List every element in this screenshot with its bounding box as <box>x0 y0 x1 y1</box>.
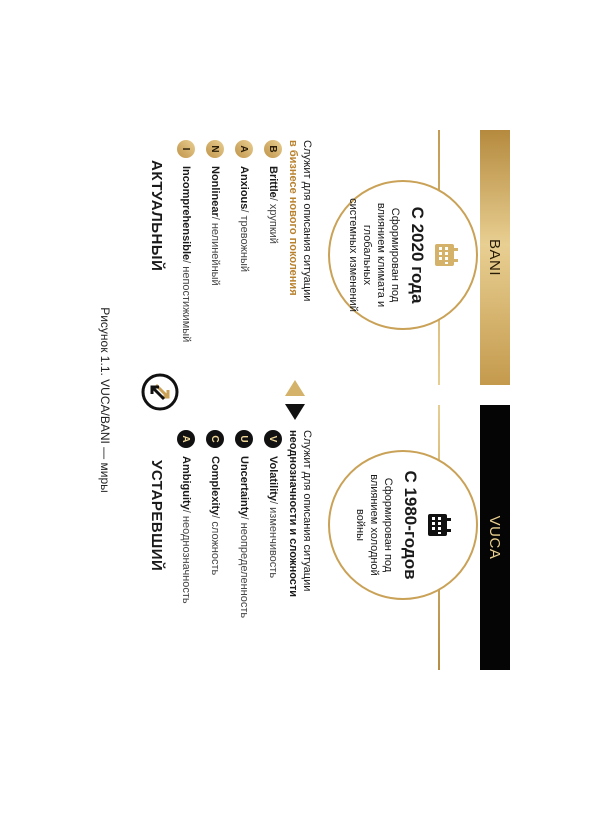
translation: / нелинейный <box>209 216 221 286</box>
term: Incomprehensible <box>180 166 192 261</box>
list-item <box>233 140 255 390</box>
term: Ambiguity <box>180 456 192 510</box>
letter-badge: B <box>264 140 282 158</box>
calendar-icon <box>434 242 460 268</box>
translation: / неоднозначность <box>180 509 192 604</box>
vuca-status: УСТАРЕВШИЙ <box>148 460 165 572</box>
term: Uncertainty <box>238 456 250 517</box>
list-item <box>175 430 197 680</box>
bani-year: С 2020 года <box>408 206 428 304</box>
vuca-year: С 1980-годов <box>401 470 421 580</box>
diagram-canvas <box>80 130 510 690</box>
list-item <box>262 430 284 680</box>
term: Nonlinear <box>209 166 221 217</box>
translation: / неопределенность <box>238 516 250 619</box>
letter-badge: A <box>177 430 195 448</box>
term: Volatility <box>267 456 279 502</box>
arrow-triangle-icon <box>285 380 305 396</box>
letter-badge: V <box>264 430 282 448</box>
list-item <box>233 430 255 680</box>
bani-status: АКТУАЛЬНЫЙ <box>148 160 165 272</box>
translation: / непостижимый <box>180 260 192 343</box>
vuca-list <box>168 430 284 680</box>
term: Complexity <box>209 456 221 516</box>
bani-desc-accent: в бизнесе нового поколения <box>287 140 299 296</box>
arrow-triangle-icon <box>285 404 305 420</box>
list-item <box>175 140 197 390</box>
vuca-description <box>286 430 314 660</box>
list-item <box>204 140 226 390</box>
calendar-icon <box>427 512 453 538</box>
term: Brittle <box>267 166 279 198</box>
list-item <box>262 140 284 390</box>
vuca-circle <box>328 450 478 600</box>
bani-formed-text: Сформирован под влиянием климата и глобальных системных изменений <box>347 198 402 312</box>
letter-badge: U <box>235 430 253 448</box>
vuca-formed-text: Сформирован под влиянием холодной войны <box>354 474 395 576</box>
letter-badge: C <box>206 430 224 448</box>
letter-badge: A <box>235 140 253 158</box>
translation: / сложность <box>209 515 221 576</box>
vuca-desc-line: Служит для описания ситуации <box>301 430 313 592</box>
bani-desc-line: Служит для описания ситуации <box>301 140 313 302</box>
vuca-label: VUCA <box>486 515 504 560</box>
translation: / хрупкий <box>267 197 279 244</box>
bani-header-bar <box>480 130 510 385</box>
vuca-header-bar <box>480 405 510 670</box>
cycle-arrows-icon <box>140 372 180 412</box>
figure-caption: Рисунок 1.1. VUCA/BANI — миры <box>98 307 112 493</box>
vuca-desc-accent: неоднозначности и сложности <box>287 430 299 598</box>
letter-badge: N <box>206 140 224 158</box>
translation: / тревожный <box>238 209 250 272</box>
bani-description <box>286 140 314 370</box>
bani-circle <box>328 180 478 330</box>
bani-label: BANI <box>486 238 504 276</box>
translation: / изменчивость <box>267 501 279 579</box>
term: Anxious <box>238 166 250 210</box>
list-item <box>204 430 226 680</box>
bani-list <box>168 140 284 390</box>
letter-badge: I <box>177 140 195 158</box>
